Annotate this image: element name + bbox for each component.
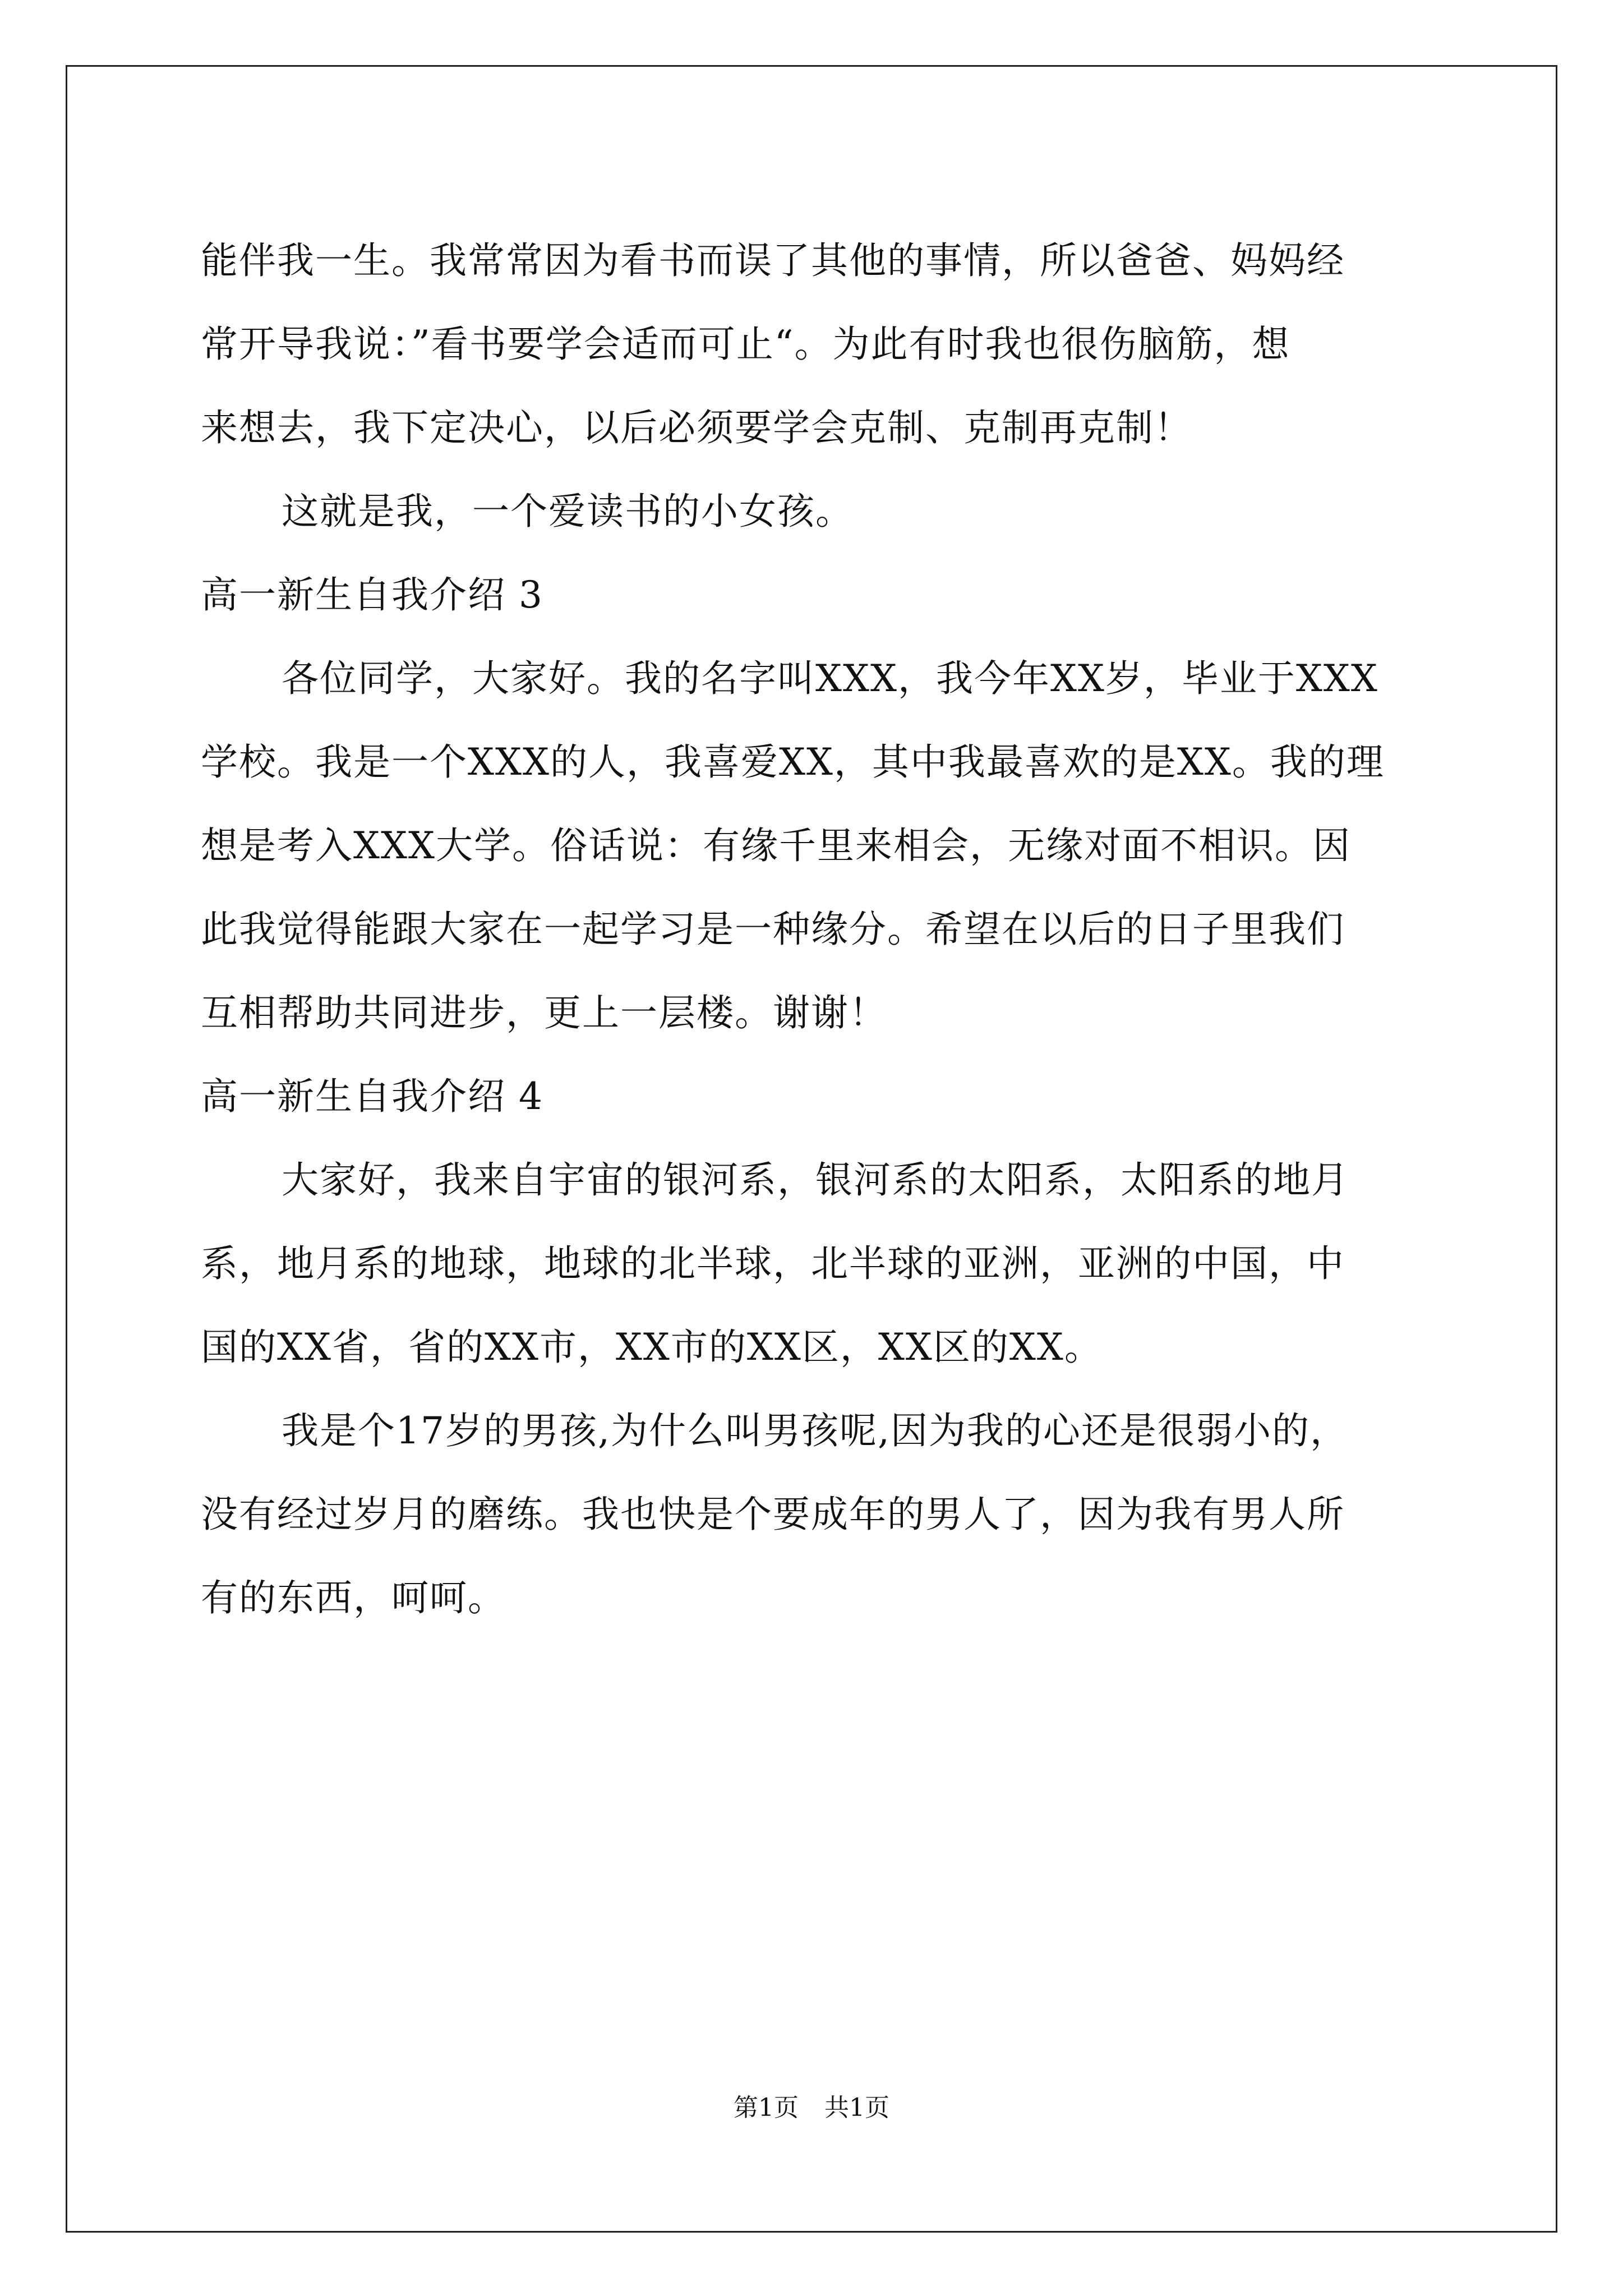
text-line: 没有经过岁月的磨练。我也快是个要成年的男人了，因为我有男人所 [201, 1493, 1345, 1536]
page-footer [0, 2091, 1623, 2125]
text-line: 这就是我，一个爱读书的小女孩。 [282, 490, 854, 533]
document-body [201, 219, 1429, 1640]
text-line: 来想去，我下定决心，以后必须要学会克制、克制再克制！ [201, 406, 1192, 449]
page-number: 第1页 [734, 2093, 799, 2122]
text-line: 常开导我说：”看书要学会适而可止“。为此有时我也很伤脑筋，想 [201, 323, 1290, 366]
text-line: 想是考入XXX大学。俗话说：有缘千里来相会，无缘对面不相识。因 [201, 824, 1351, 867]
section-heading: 高一新生自我介绍 3 [201, 573, 543, 616]
text-line: 各位同学，大家好。我的名字叫XXX，我今年XX岁，毕业于XXX [282, 657, 1378, 700]
text-line: 能伴我一生。我常常因为看书而误了其他的事情，所以爸爸、妈妈经 [201, 239, 1345, 282]
text-line: 系，地月系的地球，地球的北半球，北半球的亚洲，亚洲的中国，中 [201, 1242, 1345, 1285]
text-line: 国的XX省，省的XX市，XX市的XX区，XX区的XX。 [201, 1326, 1103, 1369]
section-heading: 高一新生自我介绍 4 [201, 1075, 543, 1118]
text-line: 大家好，我来自宇宙的银河系，银河系的太阳系，太阳系的地月 [282, 1158, 1349, 1202]
page-total: 共1页 [824, 2093, 889, 2122]
text-line: 此我觉得能跟大家在一起学习是一种缘分。希望在以后的日子里我们 [201, 908, 1345, 951]
text-line: 学校。我是一个XXX的人，我喜爱XX，其中我最喜欢的是XX。我的理 [201, 740, 1385, 784]
text-line: 互相帮助共同进步，更上一层楼。谢谢！ [201, 991, 887, 1034]
text-line: 我是个17岁的男孩,为什么叫男孩呢,因为我的心还是很弱小的， [282, 1409, 1348, 1452]
text-line: 有的东西，呵呵。 [201, 1576, 506, 1619]
